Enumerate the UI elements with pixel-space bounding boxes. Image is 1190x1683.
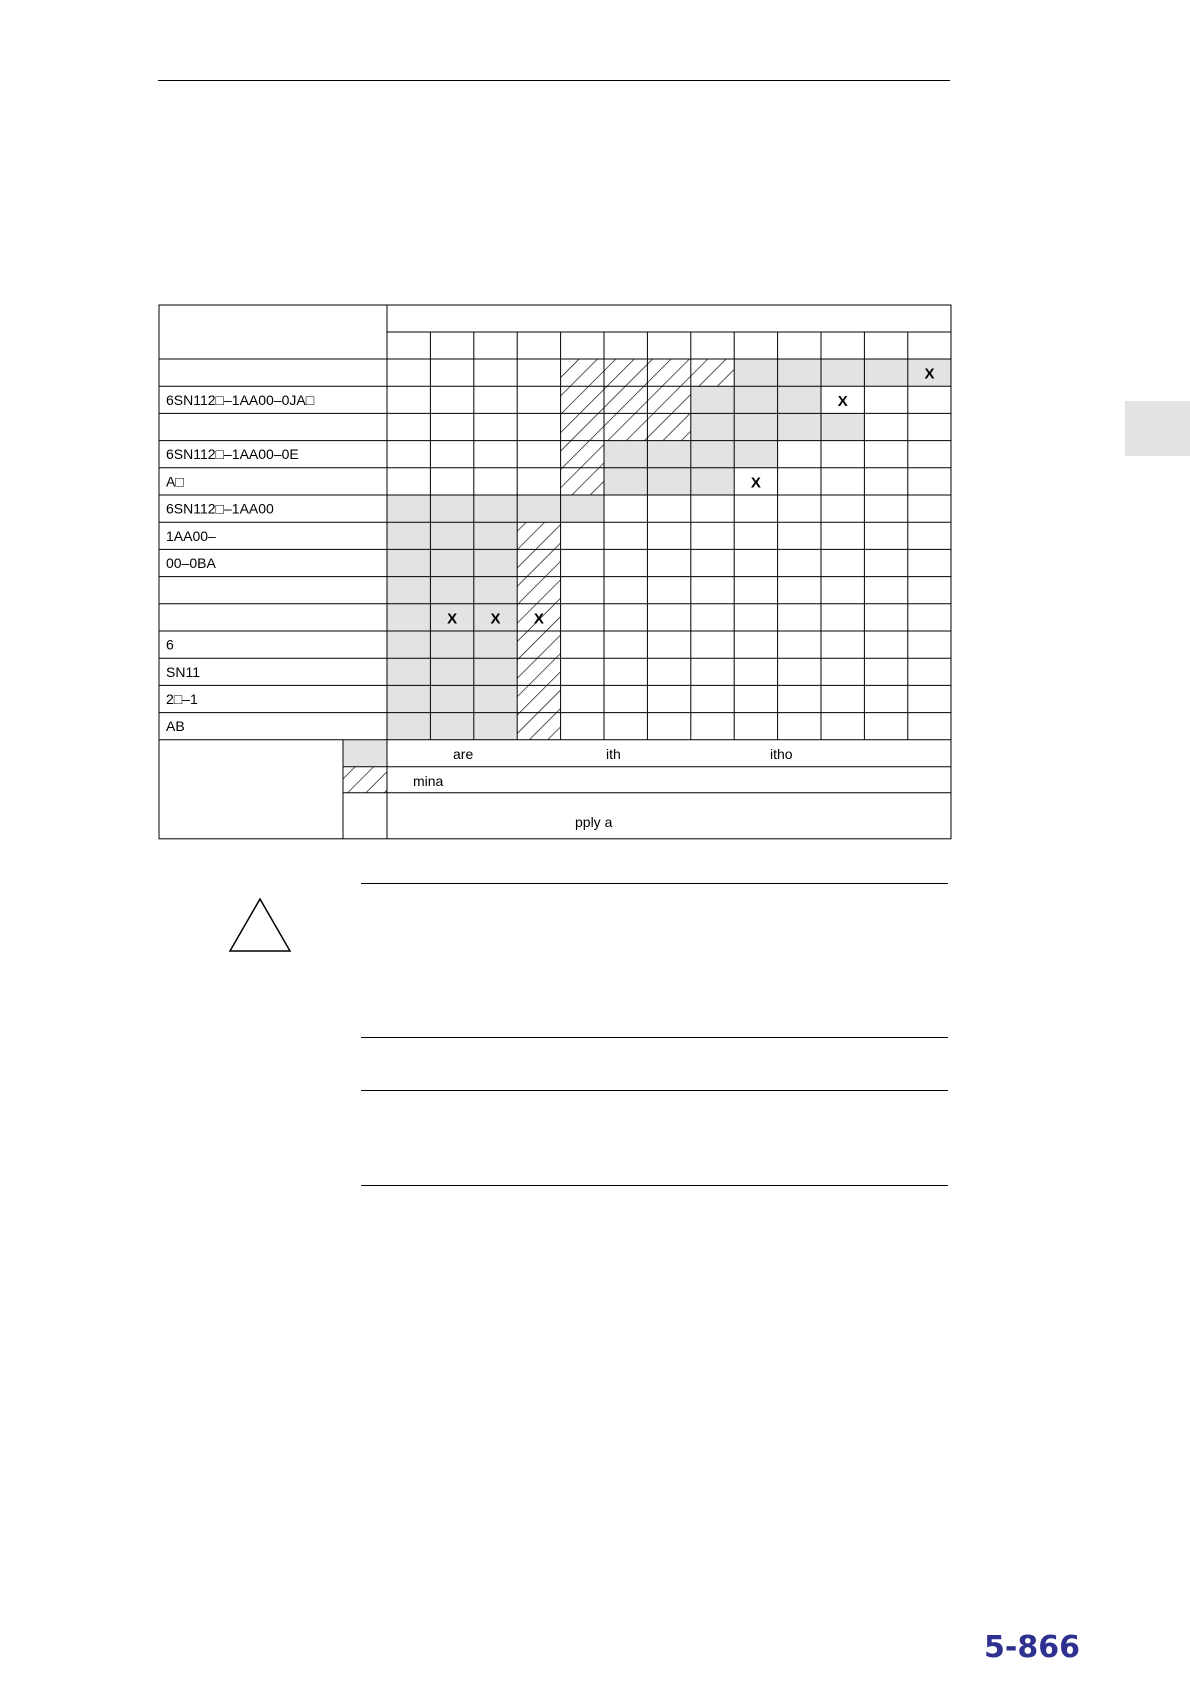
row-label: 00–0BA — [166, 555, 216, 571]
hatched-cell — [647, 413, 690, 440]
shaded-cell — [864, 359, 907, 386]
shaded-cell — [387, 604, 430, 631]
x-mark: X — [750, 474, 761, 492]
legend-text: pply a — [575, 813, 613, 830]
shaded-cell — [387, 577, 430, 604]
shaded-cell — [430, 522, 473, 549]
shaded-cell — [430, 685, 473, 712]
shaded-cell — [387, 522, 430, 549]
legend-text: itho — [770, 745, 793, 762]
shaded-cell — [691, 413, 734, 440]
row-label: A□ — [166, 473, 184, 490]
shaded-cell — [474, 685, 517, 712]
shaded-cell — [778, 413, 821, 440]
shaded-cell — [387, 658, 430, 685]
shaded-cell — [691, 386, 734, 413]
shaded-cell — [734, 386, 777, 413]
x-mark: X — [447, 610, 458, 628]
shaded-cell — [734, 413, 777, 440]
shaded-cell — [691, 441, 734, 468]
row-label: 6SN112□–1AA00–0JA□ — [166, 391, 315, 408]
legend-shaded-swatch — [343, 740, 387, 767]
shaded-cell — [604, 468, 647, 495]
shaded-cell — [474, 631, 517, 658]
hatched-cell — [517, 658, 560, 685]
legend-text: are — [453, 745, 474, 762]
note-rule-top — [361, 1090, 948, 1091]
hatched-cell — [517, 577, 560, 604]
legend-hatched-swatch — [343, 767, 387, 793]
shaded-cell — [387, 685, 430, 712]
shaded-cell — [387, 713, 430, 740]
x-mark: X — [490, 610, 501, 628]
shaded-cell — [430, 631, 473, 658]
x-mark: X — [533, 610, 544, 628]
hatched-cell — [604, 359, 647, 386]
row-label: 6 — [166, 636, 174, 653]
hatched-cell — [517, 549, 560, 576]
shaded-cell — [387, 549, 430, 576]
hatched-cell — [647, 386, 690, 413]
shaded-cell — [474, 713, 517, 740]
hatched-cell — [561, 468, 604, 495]
shaded-cell — [821, 359, 864, 386]
shaded-cell — [821, 413, 864, 440]
hatched-cell — [561, 386, 604, 413]
hatched-cell — [561, 441, 604, 468]
row-label: 6SN112□–1AA00–0E — [166, 446, 299, 463]
shaded-cell — [387, 495, 430, 522]
legend-text: ith — [606, 745, 621, 762]
shaded-cell — [778, 359, 821, 386]
shaded-cell — [734, 359, 777, 386]
hatched-cell — [691, 359, 734, 386]
hatched-cell — [517, 685, 560, 712]
shaded-cell — [430, 495, 473, 522]
warning-rule-bottom — [361, 1037, 948, 1038]
warning-rule-top — [361, 883, 948, 884]
shaded-cell — [778, 386, 821, 413]
row-label: 1AA00– — [166, 527, 216, 544]
shaded-cell — [387, 631, 430, 658]
shaded-cell — [647, 441, 690, 468]
x-mark: X — [924, 365, 935, 383]
page-number: 5-866 — [984, 1630, 1080, 1665]
shaded-cell — [647, 468, 690, 495]
shaded-cell — [474, 549, 517, 576]
shaded-cell — [604, 441, 647, 468]
shaded-cell — [474, 658, 517, 685]
hatched-cell — [561, 413, 604, 440]
note-rule-bottom — [361, 1185, 948, 1186]
hatched-cell — [604, 386, 647, 413]
hatched-cell — [517, 713, 560, 740]
shaded-cell — [430, 577, 473, 604]
row-label: SN11 — [166, 663, 200, 680]
shaded-cell — [474, 495, 517, 522]
hatched-cell — [647, 359, 690, 386]
shaded-cell — [561, 495, 604, 522]
shaded-cell — [734, 441, 777, 468]
row-label: 6SN112□–1AA00 — [166, 500, 274, 517]
shaded-cell — [430, 549, 473, 576]
x-mark: X — [837, 392, 848, 410]
shaded-cell — [430, 658, 473, 685]
hatched-cell — [517, 631, 560, 658]
shaded-cell — [474, 522, 517, 549]
warning-triangle-icon — [228, 897, 292, 953]
row-label: AB — [166, 718, 185, 735]
hatched-cell — [604, 413, 647, 440]
legend-text: mina — [413, 772, 444, 789]
hatched-cell — [561, 359, 604, 386]
row-label: 2□–1 — [166, 691, 198, 707]
shaded-cell — [430, 713, 473, 740]
hatched-cell — [517, 522, 560, 549]
shaded-cell — [517, 495, 560, 522]
shaded-cell — [474, 577, 517, 604]
shaded-cell — [691, 468, 734, 495]
